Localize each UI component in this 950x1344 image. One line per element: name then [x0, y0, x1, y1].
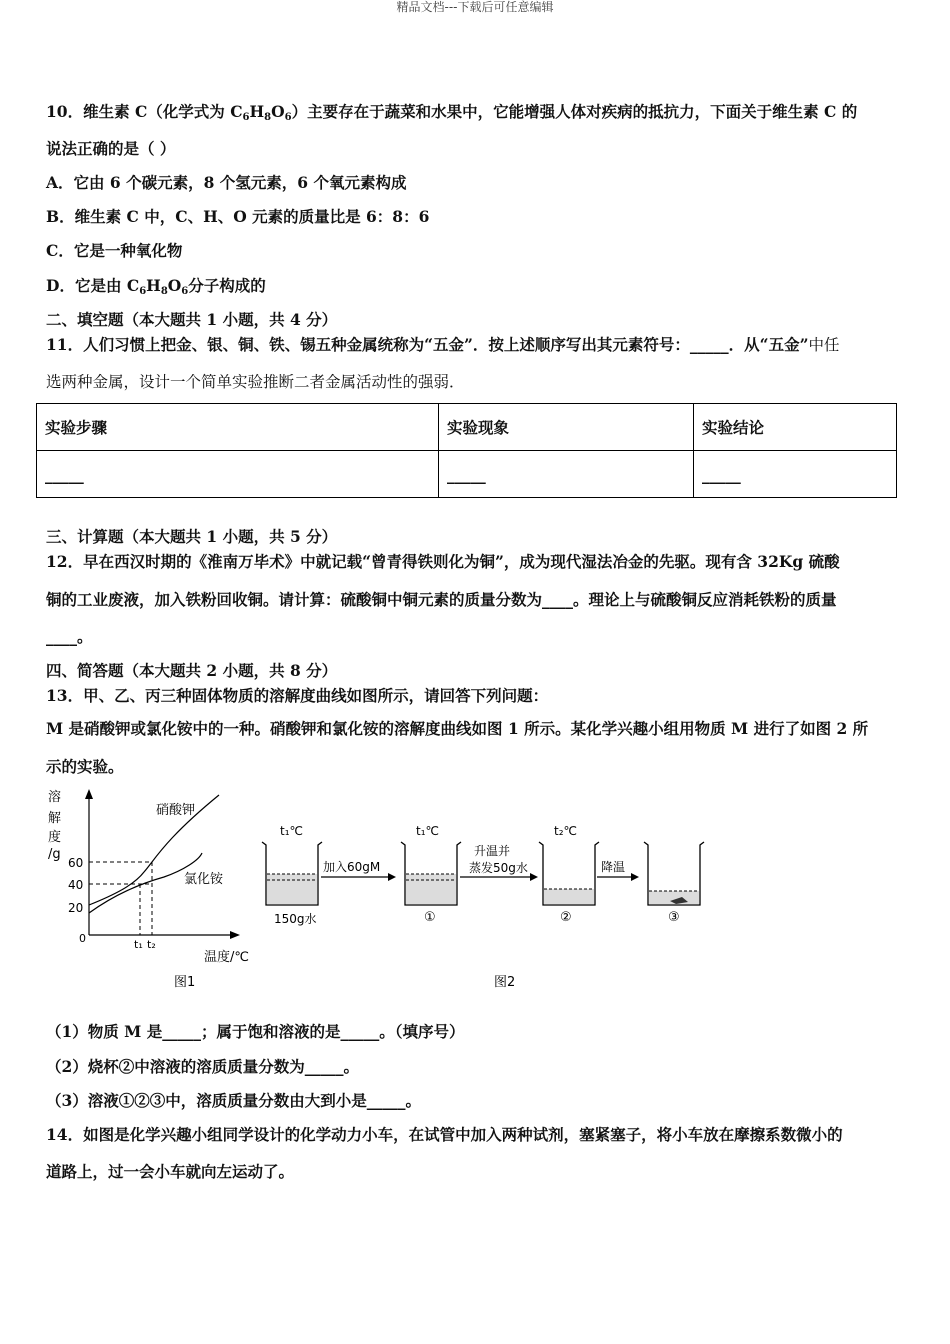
- y-axis-label: 度: [48, 830, 62, 845]
- section-2-heading: 二、填空题（本大题共 1 小题，共 4 分）: [46, 310, 338, 329]
- y-tick-label: 0: [79, 932, 86, 945]
- q13-line1: 13．甲、乙、丙三种固体物质的溶解度曲线如图所示，请回答下列问题：: [46, 686, 549, 705]
- solution: [406, 874, 456, 904]
- solution: [267, 874, 317, 904]
- arrow-label: 升温并: [474, 844, 511, 858]
- q10-line1: 10．维生素 C（化学式为 $C_6H_8O_6$）主要存在于蔬菜和水果中，它能增强人体对疾病的抵抗力，下面关于维生素 C 的: [46, 102, 858, 123]
- y-axis-label: 解: [48, 811, 62, 826]
- q10-option-d: D．它是由 $C_6H_8O_6$分子构成的: [46, 276, 266, 297]
- q10-option-a: A．它由 6 个碳元素，8 个氢元素，6 个氧元素构成: [46, 173, 407, 192]
- water-label: 150g水: [274, 912, 317, 926]
- kno3-curve: [89, 795, 219, 905]
- experiment-table: [36, 403, 897, 498]
- nh4cl-label: 氯化铵: [184, 872, 224, 887]
- q13-line2: M 是硝酸钾或氯化铵中的一种。硝酸钾和氯化铵的溶解度曲线如图 1 所示。某化学兴趣小组用物质 M 进行了如图 2 所: [46, 719, 869, 738]
- table-header-cell: 实验步骤: [37, 404, 439, 451]
- q11-line2: 选两种金属，设计一个简单实验推断二者金属活动性的强弱．: [46, 373, 465, 391]
- table-header-cell: 实验现象: [439, 404, 694, 451]
- figure-1-caption: 图1: [174, 975, 196, 990]
- y-axis-label: 溶: [48, 790, 62, 805]
- q12-line3: ____。: [46, 627, 93, 646]
- page-header: 精品文档---下载后可任意编辑: [396, 0, 554, 14]
- figures: [44, 785, 724, 995]
- q13-line3: 示的实验。: [46, 757, 124, 776]
- section-4-heading: 四、简答题（本大题共 2 小题，共 8 分）: [46, 661, 338, 680]
- arrow-label: 蒸发50g水: [469, 861, 528, 875]
- x-tick-label: t₂: [147, 938, 156, 951]
- q14-line2: 道路上，过一会小车就向左运动了。: [46, 1162, 295, 1181]
- kno3-label: 硝酸钾: [156, 803, 196, 818]
- y-axis-arrow: [85, 789, 93, 799]
- table-header-row: [37, 404, 897, 451]
- q12-line2: 铜的工业废液，加入铁粉回收铜。请计算：硫酸铜中铜元素的质量分数为____。理论上与硫酸铜反应消耗铁粉的质量: [46, 590, 837, 609]
- arrow-head: [530, 873, 538, 881]
- arrow-label: 降温: [601, 860, 626, 874]
- table-header-cell: 实验结论: [694, 404, 897, 451]
- table-cell: _____: [37, 451, 439, 498]
- x-axis-label: 温度/℃: [204, 950, 249, 965]
- x-tick-label: t₁: [134, 938, 143, 951]
- q13-sub2: （2）烧杯②中溶液的溶质质量分数为_____。: [46, 1057, 360, 1076]
- q12-line1: 12．早在西汉时期的《淮南万毕术》中就记载“曾青得铁则化为铜”，成为现代湿法冶金的先驱。现有含 32Kg 硫酸: [46, 552, 840, 571]
- arrow-head: [388, 873, 396, 881]
- arrow-label: 加入60gM: [323, 860, 381, 874]
- y-tick-label: 60: [68, 856, 84, 870]
- temp-label: t₂℃: [554, 824, 577, 838]
- q13-sub1: （1）物质 M 是_____；属于饱和溶液的是_____。（填序号）: [46, 1022, 465, 1041]
- q10-line2: 说法正确的是（ ）: [46, 139, 176, 158]
- q10-option-c: C．它是一种氧化物: [46, 241, 183, 260]
- q10-option-b: B．维生素 C 中，C、H、O 元素的质量比是 6：8：6: [46, 207, 430, 226]
- y-tick-label: 20: [68, 901, 84, 915]
- table-cell: _____: [694, 451, 897, 498]
- arrow-head: [631, 873, 639, 881]
- solubility-chart: [48, 789, 249, 990]
- figure-2-caption: 图2: [494, 975, 516, 990]
- x-axis-arrow: [230, 931, 240, 939]
- temp-label: t₁℃: [280, 824, 303, 838]
- table-cell: _____: [439, 451, 694, 498]
- solution: [544, 889, 594, 904]
- section-3-heading: 三、计算题（本大题共 1 小题，共 5 分）: [46, 527, 338, 546]
- q13-sub3: （3）溶液①②③中，溶质质量分数由大到小是_____。: [46, 1091, 422, 1110]
- y-axis-label: /g: [48, 847, 61, 862]
- beaker-number: ①: [424, 910, 436, 925]
- q14-line1: 14．如图是化学兴趣小组同学设计的化学动力小车，在试管中加入两种试剂，塞紧塞子，将小车放在摩擦系数微小的: [46, 1125, 843, 1144]
- beaker-number: ③: [668, 910, 680, 925]
- beaker-experiment: [262, 824, 704, 990]
- table-row: [37, 451, 897, 498]
- y-tick-label: 40: [68, 878, 84, 892]
- beaker-number: ②: [560, 910, 572, 925]
- q11-line1: 11．人们习惯上把金、银、铜、铁、锡五种金属统称为“五金”．按上述顺序写出其元素符号：_____．从“五金”中任: [46, 335, 840, 354]
- temp-label: t₁℃: [416, 824, 439, 838]
